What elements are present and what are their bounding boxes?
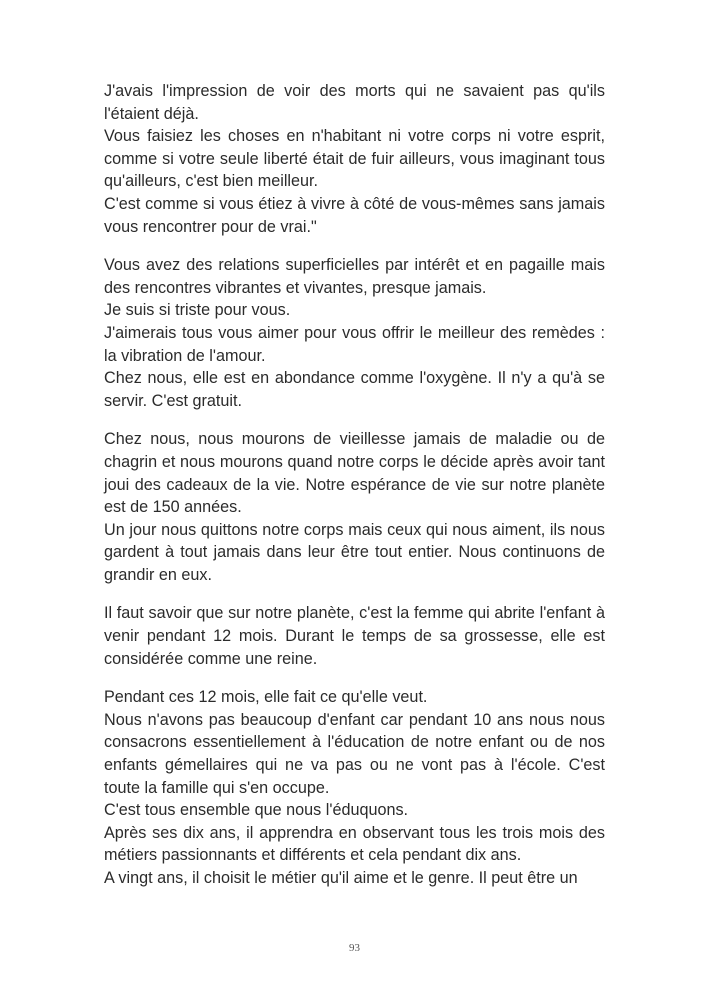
text-line: C'est comme si vous étiez à vivre à côté de vous-mêmes sans jamais vous rencontrer pour de vrai." — [104, 194, 605, 236]
text-line: Pendant ces 12 mois, elle fait ce qu'elle veut. — [104, 688, 428, 707]
paragraph — [104, 602, 605, 670]
text-line: C'est tous ensemble que nous l'éduquons. — [104, 801, 409, 820]
text-line: Il faut savoir que sur notre planète, c'est la femme qui abrite l'enfant à venir pendant 12 mois. Durant le temps de sa grossesse, elle est considérée comme une reine. — [104, 604, 605, 668]
text-line: Un jour nous quittons notre corps mais ceux qui nous aiment, ils nous gardent à tout jamais dans leur être tout entier. Nous continuons de grandir en eux. — [104, 520, 605, 584]
paragraph — [104, 254, 605, 412]
page-number: 93 — [349, 942, 360, 954]
text-line: Chez nous, nous mourons de vieillesse jamais de maladie ou de chagrin et nous mourons quand notre corps le décide après avoir tant joui des cadeaux de la vie. Notre espérance de vie sur notre planète est de 150 années. — [104, 430, 605, 517]
text-line: Après ses dix ans, il apprendra en observant tous les trois mois des métiers passionnants et différents et cela pendant dix ans. — [104, 823, 605, 865]
text-line: J'aimerais tous vous aimer pour vous offrir le meilleur des remèdes : la vibration de l'amour. — [104, 323, 605, 365]
paragraph — [104, 428, 605, 586]
text-line: J'avais l'impression de voir des morts qui ne savaient pas qu'ils l'étaient déjà. — [104, 82, 605, 123]
text-line: Je suis si triste pour vous. — [104, 301, 291, 320]
paragraph — [104, 80, 605, 238]
text-line: Vous faisiez les choses en n'habitant ni votre corps ni votre esprit, comme si votre seule liberté était de fuir ailleurs, vous imaginant tous qu'ailleurs, c'est bien meilleur. — [104, 127, 605, 191]
text-line: Vous avez des relations superficielles par intérêt et en pagaille mais des rencontres vibrantes et vivantes, presque jamais. — [104, 256, 605, 297]
text-line: Nous n'avons pas beaucoup d'enfant car pendant 10 ans nous nous consacrons essentiellement à l'éducation de notre enfant ou de nos enfants gémellaires qui ne va pas ou ne vont pas à l'école. C'est toute la famille qui s'en occupe. — [104, 710, 605, 797]
paragraph — [104, 686, 605, 889]
text-line: A vingt ans, il choisit le métier qu'il aime et le genre. Il peut être un — [104, 869, 578, 887]
text-line: Chez nous, elle est en abondance comme l'oxygène. Il n'y a qu'à se servir. C'est gratuit. — [104, 369, 605, 410]
body-text — [104, 80, 605, 906]
